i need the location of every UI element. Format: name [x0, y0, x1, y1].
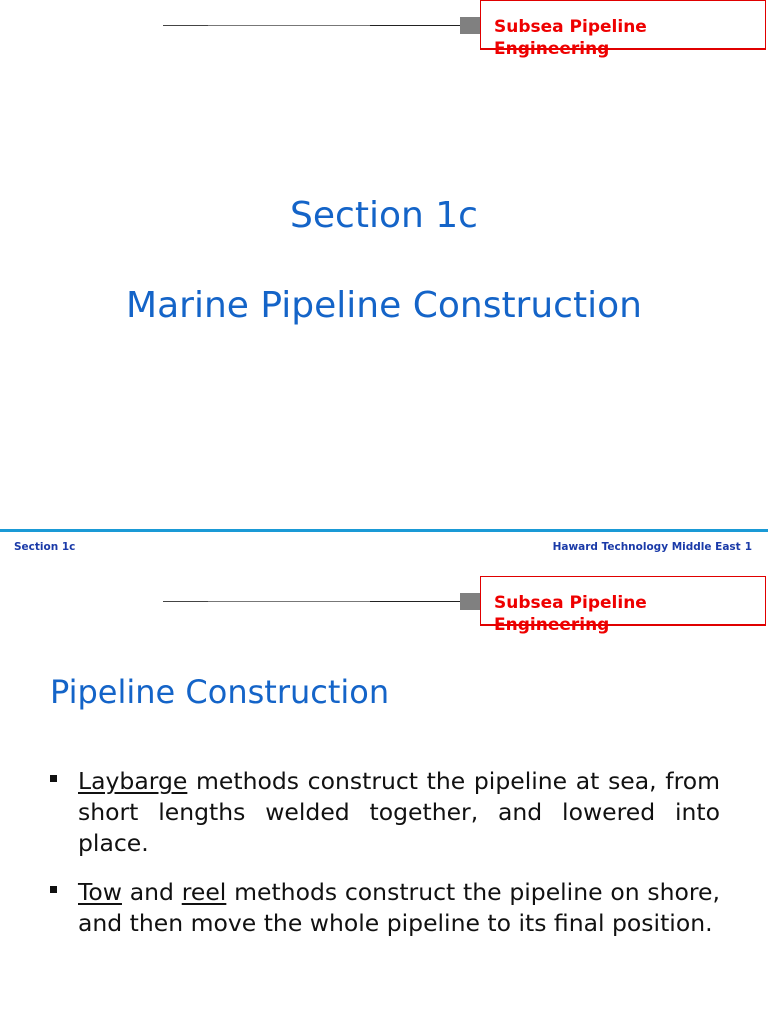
- footer-company: [549, 541, 752, 553]
- bullet-term: Tow: [78, 878, 122, 906]
- header-line: [163, 601, 208, 602]
- bullet-text: methods construct the pipeline at sea, from short lengths welded together, and lowered into place.: [78, 767, 720, 857]
- footer-page-number: 1: [744, 541, 752, 553]
- header-title-box: [480, 576, 766, 635]
- bullet-term: Laybarge: [78, 767, 188, 795]
- slide-main-title: Marine Pipeline Construction: [126, 285, 642, 326]
- bullet-item: [50, 877, 720, 939]
- bullet-item: [50, 766, 720, 859]
- footer-divider: [0, 529, 768, 532]
- bullet-term: reel: [181, 878, 227, 906]
- header-title: Subsea Pipeline Engineering: [494, 17, 647, 59]
- slide-title: Pipeline Construction: [50, 673, 390, 711]
- header-square-icon: [460, 593, 480, 610]
- header-line: [163, 25, 208, 26]
- footer-company-name: Haward Technology Middle East: [552, 541, 741, 553]
- section-title: Section 1c: [290, 195, 478, 236]
- header-title-box: [480, 0, 766, 59]
- footer-section-label: Section 1c: [14, 541, 76, 553]
- bullet-connector: and: [121, 878, 182, 906]
- header-line: [370, 601, 460, 602]
- bullet-text: methods construct the pipeline on shore, and then move the whole pipeline to its final position.: [78, 878, 720, 937]
- header-square-icon: [460, 17, 480, 34]
- bullet-square-icon: [50, 775, 57, 782]
- bullet-list: [50, 766, 720, 957]
- bullet-square-icon: [50, 886, 57, 893]
- slide-2: [0, 576, 768, 1024]
- header-line: [370, 25, 460, 26]
- header-title: Subsea Pipeline Engineering: [494, 593, 647, 635]
